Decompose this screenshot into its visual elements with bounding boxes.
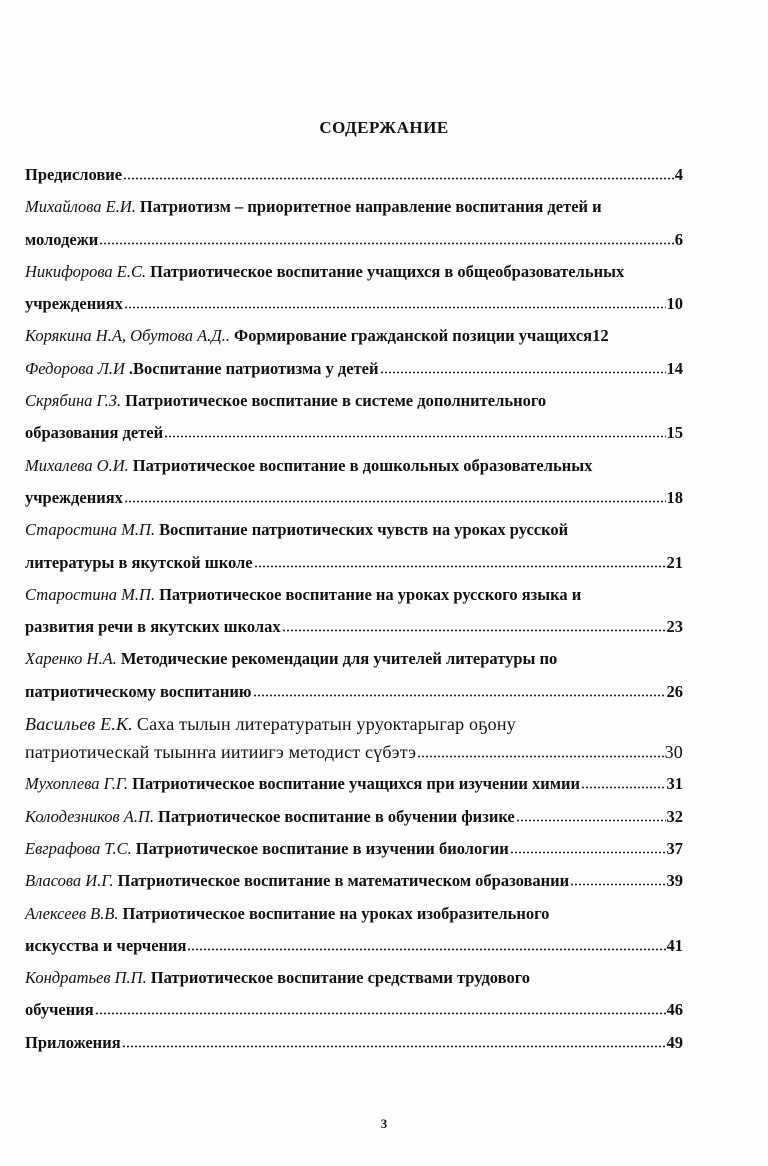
toc-entry-line bbox=[25, 162, 683, 194]
toc-entry-line bbox=[25, 517, 683, 549]
entry-page: 32 bbox=[666, 806, 683, 826]
entry-title: Патриотизм – приоритетное направление воспитания детей и bbox=[139, 197, 602, 217]
toc-entry-line bbox=[25, 614, 683, 646]
toc-entry-line bbox=[25, 453, 683, 485]
entry-page: 26 bbox=[666, 681, 683, 701]
entry-title: Саха тылын литературатын уруоктарыгар оҕону bbox=[136, 714, 516, 735]
entry-page: 49 bbox=[666, 1032, 683, 1052]
entry-page: 23 bbox=[666, 617, 683, 637]
entry-author: Харенко Н.А. bbox=[25, 649, 117, 669]
entry-author: Скрябина Г.З. bbox=[25, 391, 122, 411]
entry-title-continued: патриотическай тыынҥа иитиигэ методист сүбэтэ bbox=[25, 742, 417, 763]
toc-entry-line bbox=[25, 485, 683, 517]
entry-title-continued: обучения bbox=[25, 1000, 94, 1020]
entry-page: 15 bbox=[666, 423, 683, 443]
entry-title-continued: развития речи в якутских школах bbox=[25, 617, 281, 637]
entry-author: Евграфова Т.С. bbox=[25, 838, 132, 858]
entry-title: Патриотическое воспитание в дошкольных образовательных bbox=[132, 455, 593, 475]
toc-entry-line bbox=[25, 997, 683, 1029]
entry-author: Михалева О.И. bbox=[25, 455, 129, 475]
dot-leader bbox=[380, 371, 666, 374]
dot-leader bbox=[99, 242, 674, 245]
entry-author: Васильев Е.К. bbox=[25, 714, 133, 735]
toc-entry-line bbox=[25, 646, 683, 678]
dot-leader bbox=[254, 565, 666, 568]
entry-title-continued: учреждениях bbox=[25, 294, 123, 314]
dot-leader bbox=[164, 435, 665, 438]
entry-author: Старостина М.П. bbox=[25, 584, 156, 604]
toc-entry-line bbox=[25, 1030, 683, 1062]
entry-author: Федорова Л.И bbox=[25, 358, 125, 378]
toc-entry-line bbox=[25, 933, 683, 965]
entry-author: Мухоплева Г.Г. bbox=[25, 774, 129, 794]
entry-title: Методические рекомендации для учителей литературы по bbox=[120, 649, 558, 669]
entry-author: Корякина Н.А, Обутова А.Д.. bbox=[25, 326, 231, 346]
toc-entry-line bbox=[25, 227, 683, 259]
table-of-contents bbox=[25, 162, 683, 1062]
toc-entry-line bbox=[25, 679, 683, 711]
toc-entry-line bbox=[25, 259, 683, 291]
entry-page: 46 bbox=[666, 1000, 683, 1020]
entry-title-continued: патриотическому воспитанию bbox=[25, 681, 252, 701]
toc-entry-line bbox=[25, 901, 683, 933]
entry-title: Предисловие bbox=[25, 165, 123, 184]
entry-page: 14 bbox=[666, 358, 683, 378]
entry-title: Формирование гражданской позиции учащихся bbox=[234, 326, 593, 346]
entry-author: Колодезников А.П. bbox=[25, 806, 154, 826]
toc-entry-line bbox=[25, 356, 683, 388]
entry-title: Патриотическое воспитание на уроках русского языка и bbox=[159, 584, 582, 604]
toc-entry-line bbox=[25, 965, 683, 997]
entry-page: 10 bbox=[666, 294, 683, 314]
toc-entry-line bbox=[25, 771, 683, 803]
dot-leader bbox=[581, 786, 665, 789]
entry-title: Патриотическое воспитание в изучении биологии bbox=[135, 838, 509, 858]
toc-entry-line bbox=[25, 291, 683, 323]
entry-title-continued: искусства и черчения bbox=[25, 935, 187, 955]
entry-author: Старостина М.П. bbox=[25, 520, 156, 540]
entry-title: Патриотическое воспитание учащихся в общеобразовательных bbox=[150, 261, 625, 281]
entry-title: Приложения bbox=[25, 1032, 121, 1052]
dot-leader bbox=[124, 306, 666, 309]
entry-title-continued: молодежи bbox=[25, 229, 99, 249]
entry-page: 21 bbox=[666, 552, 683, 572]
toc-entry-line bbox=[25, 711, 683, 739]
entry-title: Патриотическое воспитание в обучении физике bbox=[158, 806, 515, 826]
toc-entry-line bbox=[25, 420, 683, 452]
entry-title: Патриотическое воспитание учащихся при изучении химии bbox=[132, 774, 581, 794]
entry-page: 6 bbox=[674, 229, 683, 249]
entry-author: Никифорова Е.С. bbox=[25, 261, 147, 281]
entry-title: Патриотическое воспитание в математическом образовании bbox=[117, 871, 570, 891]
entry-title: Воспитание патриотических чувств на уроках русской bbox=[159, 520, 569, 540]
toc-entry-line bbox=[25, 836, 683, 868]
entry-page: 12 bbox=[592, 326, 609, 346]
page-number: 3 bbox=[380, 1116, 388, 1131]
toc-entry-line bbox=[25, 550, 683, 582]
dot-leader bbox=[124, 500, 666, 503]
toc-entry-line bbox=[25, 739, 683, 771]
entry-page: 31 bbox=[666, 774, 683, 794]
toc-entry-line bbox=[25, 868, 683, 900]
entry-page: 41 bbox=[666, 935, 683, 955]
toc-entry-line bbox=[25, 194, 683, 226]
dot-leader bbox=[123, 177, 674, 180]
toc-entry-line bbox=[25, 323, 683, 355]
page-title: СОДЕРЖАНИЕ bbox=[319, 118, 449, 137]
entry-title: Патриотическое воспитание средствами трудового bbox=[150, 968, 531, 988]
dot-leader bbox=[570, 883, 665, 886]
entry-author: Кондратьев П.П. bbox=[25, 968, 147, 988]
entry-page: 18 bbox=[666, 487, 683, 507]
toc-entry-line bbox=[25, 388, 683, 420]
entry-title: Патриотическое воспитание в системе дополнительного bbox=[125, 391, 547, 411]
entry-title: Патриотическое воспитание на уроках изобразительного bbox=[122, 903, 550, 923]
entry-title-continued: образования детей bbox=[25, 423, 164, 443]
dot-leader bbox=[417, 755, 663, 758]
entry-page: 30 bbox=[664, 742, 683, 763]
dot-leader bbox=[516, 819, 666, 822]
entry-title-continued: учреждениях bbox=[25, 487, 123, 507]
dot-leader bbox=[95, 1012, 666, 1015]
entry-author: Алексеев В.В. bbox=[25, 903, 119, 923]
entry-page: 37 bbox=[666, 838, 683, 858]
entry-author: Власова И.Г. bbox=[25, 871, 114, 891]
dot-leader bbox=[122, 1045, 666, 1048]
dot-leader bbox=[282, 629, 666, 632]
dot-leader bbox=[187, 948, 665, 951]
dot-leader bbox=[510, 851, 666, 854]
entry-page: 39 bbox=[666, 871, 683, 891]
entry-page: 4 bbox=[674, 165, 683, 184]
toc-entry-line bbox=[25, 582, 683, 614]
toc-entry-line bbox=[25, 804, 683, 836]
entry-author: Михайлова Е.И. bbox=[25, 197, 136, 217]
entry-title-continued: литературы в якутской школе bbox=[25, 552, 253, 572]
dot-leader bbox=[253, 694, 666, 697]
entry-title: .Воспитание патриотизма у детей bbox=[128, 358, 379, 378]
